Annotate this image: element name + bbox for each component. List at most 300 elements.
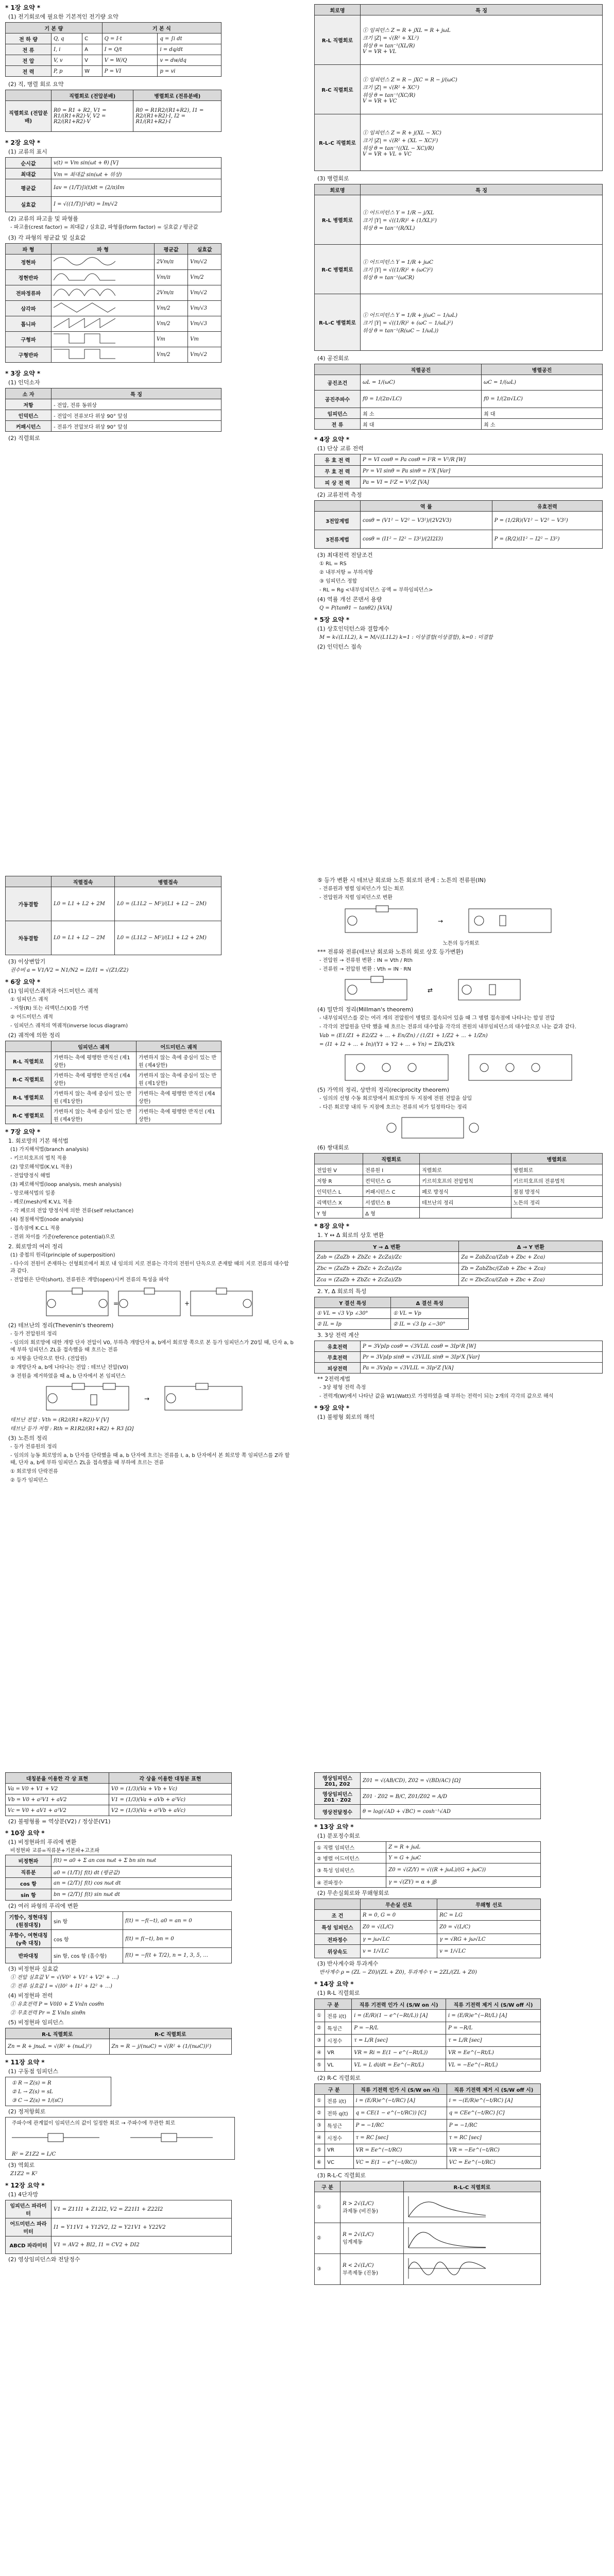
table-cell: Zc = ZbcZca/(Zab + Zbc + Zca) (459, 1275, 603, 1286)
table-row (315, 1319, 469, 1330)
table-header-cell: 직렬접속 (52, 876, 115, 887)
ch8-s2: 2. Y, Δ 회로의 특성 (317, 1288, 367, 1295)
table-cell: 노튼의 정리 (511, 1197, 602, 1208)
table-cell: 3전압계법 (315, 512, 361, 530)
table-cell: v = 1/√LC (361, 1945, 437, 1958)
table-cell: V, v (52, 55, 82, 66)
table-row (6, 33, 221, 44)
table-cell: 정현파 (6, 255, 52, 270)
table-cell: Z0 = √(Z/Y) = √((R + jωL)/(G + jωC)) (386, 1863, 541, 1877)
table-cell: ③ (315, 2120, 325, 2132)
table-row (6, 158, 221, 168)
table-cell: 가변하는 축에 평행한 반직선 (제4상한) (137, 1088, 221, 1106)
table-row (6, 1784, 232, 1794)
table-row (315, 1186, 603, 1197)
table-cell: I = Q/t (102, 44, 158, 55)
table-header-cell: 회로명 (315, 184, 361, 195)
table-row (6, 1889, 232, 1901)
table-row (6, 1948, 232, 1963)
table-header-cell: 직류 기전력 제거 시 (S/W off 시) (446, 1999, 541, 2010)
fourier-table (5, 1855, 232, 1901)
table-cell: 저항 R (315, 1175, 363, 1186)
list-item: - 임의의 회로망에 대한 개방 단자 전압이 V0, 부하측 개방단자 a, b에서 회로망 쪽으로 본 등가 임피던스가 Z0일 때, 단자 a, b에 부하 임피던스 ZL을 접속했을 때 흐르는 전류 (10, 1340, 294, 1353)
rms-voltage: ① 전압 실효값 V = √(V0² + V1² + V2² + …) (10, 1975, 119, 1980)
table-cell: Vm/π (155, 270, 188, 285)
table-row (315, 1789, 541, 1805)
table-cell (52, 255, 155, 270)
table-cell: Vm = 최대값 sin(ωt + 위상) (52, 168, 221, 179)
table-row (6, 887, 221, 921)
table-cell: VR (325, 2144, 353, 2157)
norton-circuit-diagram (340, 903, 577, 939)
ch6-header: * 6장 요약 * (5, 978, 41, 986)
table-cell: R = 2√(L/C) 임계제동 (340, 2223, 404, 2254)
ch4-s2: (2) 교류전력 측정 (317, 492, 362, 498)
table-cell: q = CE(1 − e^(−t/RC)) [C] (353, 2107, 447, 2120)
table-cell: Δ 형 (363, 1208, 420, 1218)
inductance-connection-table (5, 876, 221, 955)
table-row (315, 1921, 541, 1934)
table-row (6, 285, 221, 301)
table-cell: p = vi (158, 66, 221, 77)
y-delta-table (314, 1241, 603, 1286)
millman-formula-1: Vab = (E1/Z1 + E2/Z2 + ... + En/Zn) / (1/Z1 + 1/Z2 + ... + 1/Zn) (319, 1033, 488, 1039)
ch5-s1: (1) 상호인덕턴스와 결합계수 (317, 625, 389, 632)
table-cell: 직렬회로 (전압분배) (6, 101, 52, 132)
constant-resistance-box (5, 2117, 235, 2160)
overdamped-curve-icon (406, 2194, 488, 2219)
table-cell: Zn = R − j/(nωC) = √(R² + (1/(nωC))²) (109, 2039, 232, 2055)
y-delta-property-table (314, 1297, 469, 1330)
table-row (6, 1106, 221, 1124)
table-cell: 가변하는 축에 평행한 반직선 (제4상한) (52, 1070, 137, 1088)
superposition-circuit-diagram (41, 1285, 258, 1321)
norton-label: 노튼의 등가회로 (442, 941, 480, 946)
constant-resistance-diagram (7, 2127, 228, 2148)
table-cell: Iav = (1/T)∫i(t)dt = (2/π)Im (52, 179, 221, 197)
table-row (6, 255, 221, 270)
ch7-s1: 1. 회로망의 기본 해석법 (8, 1138, 69, 1144)
list-item: - 각각의 전압원을 단락 했을 때 흐르는 전류의 대수합을 각각의 전원의 내부임피던스의 대수합으로 나눈 값과 같다. (319, 1024, 576, 1030)
table-cell: f(t) = −f(t + T/2), n = 1, 3, 5, … (123, 1948, 232, 1963)
table-cell: 절점 방정식 (511, 1186, 602, 1197)
table-row (315, 1842, 541, 1853)
table-row (315, 454, 603, 466)
table-cell: 공진주파수 (315, 391, 361, 408)
table-header-cell: 파 형 (52, 244, 155, 255)
table-cell: τ = RC [sec] (447, 2132, 540, 2144)
ch2-s2: (2) 교류의 파고율 및 파형률 (8, 215, 78, 222)
ch8-header: * 8장 요약 * (314, 1223, 350, 1230)
table-row (6, 55, 221, 66)
table-cell: sin 항 (6, 1889, 52, 1901)
table-cell: R0 = R1 + R2, V1 = R1/(R1+R2)·V, V2 = R2/(R1+R2)·V (52, 101, 133, 132)
table-cell: Q, q (52, 33, 82, 44)
table-row (6, 179, 221, 197)
ch10-header: * 10장 요약 * (5, 1829, 45, 1837)
page3-left (5, 1772, 294, 2265)
table-cell: L0 = L1 + L2 + 2M (52, 887, 115, 921)
table-cell: 가변하지 않는 축에 중심이 있는 반원 (제1상한) (137, 1070, 221, 1088)
table-cell: Vm/√3 (188, 301, 221, 316)
table-header-cell: 병렬공진 (482, 364, 603, 375)
table-cell: f0 = 1/(2π√LC) (361, 391, 482, 408)
source-conversion-title: *** 전류와 전류(테브난 회로와 노튼의 회로 상호 등가변환) (317, 948, 464, 955)
list-item: - 폐로(mesh)에 K.V.L 적용 (10, 1199, 73, 1205)
table-cell: P = VI (102, 66, 158, 77)
ch3-s1: (1) 인덕소자 (8, 379, 40, 386)
ch13-s1: (1) 분포정수회로 (317, 1833, 360, 1839)
ch10-s5: (5) 비정현파 임피던스 (8, 2019, 64, 2026)
table-row (315, 2035, 541, 2047)
active-power: ① 유효전력 P = V0I0 + Σ VnIn cosθn (10, 2002, 104, 2007)
table-header-cell: 병렬회로 (511, 1154, 602, 1164)
list-item: - 전력계(W)에서 나타난 값을 W1(Watt)로 가정하였을 때 부하는 전력이 되는 2개의 각각의 값으로 해석 (319, 1394, 554, 1399)
table-cell (420, 1208, 511, 1218)
page1-right (314, 4, 603, 652)
table-header-cell: 특 징 (361, 5, 603, 15)
table-row (315, 1297, 469, 1308)
table-cell: P = −R/L (446, 2022, 541, 2035)
table-cell: i = dq/dt (158, 44, 221, 55)
ch1-s1: (1) 전기회로에 필요한 기본적인 전기량 요약 (8, 13, 118, 20)
table-row (315, 501, 603, 512)
list-item: - 다수의 전원이 존재하는 선형회로에서 회로 내 임의의 지로 전류는 각각의 전원이 단독으로 존재할 때의 지로 전류의 대수합과 같다. (10, 1261, 289, 1274)
table-row (315, 1252, 603, 1263)
table-header-cell: 직류 기전력 제거 시 (S/W off 시) (447, 2084, 540, 2095)
table-cell: 전 하 량 (6, 33, 52, 44)
table-row (6, 1855, 232, 1867)
ch14-s3: (3) R-L-C 직렬회로 (317, 2172, 366, 2179)
ch10-s2: (2) 여러 파형의 푸리에 변환 (8, 1903, 78, 1909)
table-row (315, 1197, 603, 1208)
list-item: - 저항(R) 또는 리액턴스(X)를 가변 (10, 1006, 89, 1011)
ch8-s1: 1. Y ↔ Δ 회로의 상호 변환 (317, 1232, 384, 1239)
table-cell: V (82, 55, 103, 66)
table-header-cell (6, 876, 52, 887)
table-cell: 유효전력 (315, 1341, 361, 1352)
table-row (315, 375, 603, 391)
table-cell: i = (E/R)e^(−t/RC) [A] (353, 2095, 447, 2107)
table-header-cell: 기 본 식 (102, 23, 221, 33)
table-cell: f0 = 1/(2π√LC) (482, 391, 603, 408)
table-cell: an = (2/T)∫ f(t) cos nωt dt (52, 1878, 232, 1889)
table-cell: τ = L/R [sec] (446, 2035, 541, 2047)
ch1-header: * 1장 요약 * (5, 4, 41, 11)
table-row (315, 477, 603, 488)
table-row (315, 2192, 541, 2223)
table-cell: P = (1/2R)(V1² − V2² − V3²) (492, 512, 602, 530)
table-cell: sin 항 (52, 1912, 123, 1930)
ch10-s1: (1) 비정현파의 푸리에 변환 (8, 1839, 77, 1845)
rc-transient-table (314, 2083, 541, 2169)
list-item: ② L → Z(s) = sL (12, 2089, 53, 2095)
table-row (315, 1263, 603, 1275)
table-cell: R = 0, G = 0 (361, 1910, 437, 1921)
table-header-cell: R-L-C 직렬회로 (403, 2181, 540, 2192)
table-cell: R-C 병렬회로 (315, 245, 361, 294)
norton-equiv-title: ⑤ 등가 변환 시 테브난 회로와 노튼 회로의 관계 : 노튼의 전류원(IN) (317, 877, 486, 884)
rlc-transient-table (314, 2181, 541, 2285)
table-cell: C (82, 33, 103, 44)
table-cell: 3전류계법 (315, 530, 361, 549)
list-item: - 접속점에 K.C.L 적용 (10, 1226, 60, 1231)
table-cell (52, 332, 155, 347)
ch4-header: * 4장 요약 * (314, 436, 350, 443)
table-cell: P = 3VpIp cosθ = √3VLIL cosθ = 3Ip²R [W] (361, 1341, 603, 1352)
table-cell (403, 2192, 540, 2223)
table-header-cell (6, 1041, 52, 1052)
table-cell: R-C 직렬회로 (6, 1070, 52, 1088)
table-cell: Zab = (ZaZb + ZbZc + ZcZa)/Zc (315, 1252, 459, 1263)
table-row (6, 1878, 232, 1889)
table-cell: Vm (155, 332, 188, 347)
table-row (315, 1308, 469, 1319)
table-cell: Z01 = √(AB/CD), Z02 = √(BD/AC) [Ω] (361, 1773, 541, 1789)
square-wave-icon (54, 333, 115, 344)
list-item: (2) 망로해석법(K.V.L 적용) (10, 1164, 72, 1170)
ch13-header: * 13장 요약 * (314, 1823, 354, 1831)
table-cell: 전압원 V (315, 1164, 363, 1175)
table-row (315, 294, 603, 351)
table-cell: 2Vm/π (155, 255, 188, 270)
table-cell: V2 = (1/3)(Va + a²Vb + aVc) (109, 1805, 231, 1816)
table-cell: sin 항, cos 항 (홀수항) (52, 1948, 123, 1963)
table-row (6, 332, 221, 347)
table-cell: 임피던스 파라미터 (6, 2200, 52, 2218)
table-cell: Z0 = √(L/C) (361, 1921, 437, 1934)
table-cell: 톱니파 (6, 316, 52, 332)
table-cell: 삼각파 (6, 301, 52, 316)
table-cell: θ = log(√AD + √BC) = cosh⁻¹√AD (361, 1805, 541, 1819)
table-cell: v(t) = Vm sin(ωt + θ) [V] (52, 158, 221, 168)
table-row (315, 1363, 603, 1374)
table-cell: i = (E/R)e^(−Rt/L) [A] (446, 2010, 541, 2022)
table-cell: V1 = (1/3)(Va + aVb + a²Vc) (109, 1794, 231, 1805)
table-row (315, 184, 603, 195)
norton-title: (3) 노튼의 정리 (8, 1435, 47, 1442)
list-item: - 전류원 → 전압원 변환 : Vth = IN · RN (319, 967, 411, 972)
table-cell: i = −(E/R)e^(−t/RC) [A] (447, 2095, 540, 2107)
thevenin-voltage: 테브난 전압 : Vth = (R2/(R1+R2))·V [V] (10, 1417, 109, 1423)
table-row (315, 2095, 541, 2107)
table-cell: Vm/2 (155, 301, 188, 316)
parallel-circuit-title: (3) 병렬회로 (317, 175, 349, 182)
table-cell: 피 상 전 력 (315, 477, 361, 488)
table-row (315, 1352, 603, 1363)
table-row (6, 399, 221, 410)
table-cell: ① 임피던스 Z = R + j(XL − XC) 크기 |Z| = √(R² + (XL − XC)²) 위상 θ = tan⁻¹((XL − XC)/R) V = VR + VL + VC (361, 114, 603, 171)
table-row (315, 1241, 603, 1252)
table-row (315, 1154, 603, 1164)
table-cell: R > 2√(L/C) 과제동 (비진동) (340, 2192, 404, 2223)
series-circuit-table (314, 4, 603, 171)
table-cell: Vc = V0 + aV1 + a²V2 (6, 1805, 109, 1816)
table-row (315, 1899, 541, 1910)
table-header-cell: 역 률 (361, 501, 492, 512)
list-item: ① 저항을 단락으로 한다. (전압원) (10, 1356, 87, 1362)
table-cell: 커패시턴스 (6, 421, 52, 432)
table-row (315, 2059, 541, 2072)
table-cell: 저항 (6, 399, 52, 410)
table-cell: VR = Ee^(−Rt/L) (446, 2047, 541, 2059)
table-row (315, 1945, 541, 1958)
table-row (6, 2028, 232, 2039)
table-cell: V1 = AV2 + BI2, I1 = CV2 + DI2 (52, 2236, 232, 2254)
table-row (315, 2157, 541, 2169)
reflection-formula: 반사계수 ρ = (ZL − Z0)/(ZL + Z0), 투과계수 τ = 2ZL/(ZL + Z0) (319, 1970, 477, 1975)
ch1-s2: (2) 직, 병렬 회로 요약 (8, 81, 64, 88)
ch6-s1: (1) 임피던스궤적과 어드미턴스 궤적 (8, 988, 98, 994)
table-row (315, 512, 603, 530)
two-wattmeter-title: ** 2전력계법 (317, 1376, 350, 1382)
list-item: - 각 폐로의 전압 방정식에 의한 전류(self reluctance) (10, 1208, 134, 1214)
table-row (6, 388, 221, 399)
table-header-cell: R-C 직렬회로 (109, 2028, 232, 2039)
table-cell: 피상전력 (315, 1363, 361, 1374)
table-cell: 가변하지 않는 축에 중심이 있는 반원 (제1상한) (52, 1088, 137, 1106)
table-cell: ① 어드미턴스 Y = 1/R + j(ωC − 1/ωL) 크기 |Y| = √((1/R)² + (ωC − 1/ωL)²) 위상 θ = tan⁻¹(R(ωC − 1/ωL)) (361, 294, 603, 351)
source-conversion-diagram (340, 974, 577, 1005)
table-cell: f(t) = a0 + Σ an cos nωt + Σ bn sin nωt (52, 1855, 232, 1867)
table-row (6, 1912, 232, 1930)
table-cell: L0 = (L1L2 − M²)/(L1 + L2 − 2M) (115, 887, 221, 921)
constant-resistance-note: 주파수에 관계없이 임피던스의 값이 일정한 회로 → 주파수에 무관한 회로 (12, 2121, 176, 2126)
table-cell: 최대값 (6, 168, 52, 179)
table-cell: 최 소 (361, 408, 482, 419)
table-cell: ① 직렬 임피던스 (315, 1842, 386, 1853)
table-row (315, 2120, 541, 2132)
table-cell: VL (325, 2059, 352, 2072)
table-cell: 직렬회로 (420, 1164, 511, 1175)
table-row (315, 530, 603, 549)
waveform-table (5, 243, 221, 363)
table-row (315, 408, 603, 419)
table-header-cell: 병렬접속 (115, 876, 221, 887)
ch13-s2: (2) 무손실회로와 무왜형회로 (317, 1890, 389, 1896)
table-cell: Vm/√2 (188, 285, 221, 301)
list-item: ② 어드미턴스 궤적 (10, 1014, 53, 1020)
table-cell: RC = LG (437, 1910, 541, 1921)
ch5-header: * 5장 요약 * (314, 616, 350, 623)
rms-current: ② 전류 실효값 I = √(I0² + I1² + I2² + …) (10, 1984, 112, 1989)
ch12-s2: (2) 영상임피던스와 전달정수 (8, 2256, 80, 2263)
table-cell: 공진조건 (315, 375, 361, 391)
ch13-s3: (3) 반사계수와 투과계수 (317, 1960, 379, 1967)
list-item: ② 개방단자 a, b에 나타나는 전압 : 테브난 전압(V0) (10, 1365, 128, 1370)
table-cell: Q = I·t (102, 33, 158, 44)
table-cell: 가변하지 않는 축에 중심이 있는 반원 (제4상한) (52, 1106, 137, 1124)
table-row (6, 876, 221, 887)
ch7-header: * 7장 요약 * (5, 1128, 41, 1136)
table-header-cell: 무왜형 선로 (437, 1899, 541, 1910)
table-cell: R-L 병렬회로 (315, 195, 361, 245)
table-row (315, 1999, 541, 2010)
resonance-table (314, 364, 603, 430)
table-cell: Vb = V0 + a²V1 + aV2 (6, 1794, 109, 1805)
table-cell: ③ 특성 임피던스 (315, 1863, 386, 1877)
table-cell: 전 류 (315, 419, 361, 430)
ch7-s2: 2. 회로망의 여러 정리 (8, 1243, 63, 1250)
ch4-s3: (3) 최대전력 전달조건 (317, 552, 373, 558)
list-item: (1) 가지해석법(branch analysis) (10, 1147, 89, 1153)
table-row (315, 2047, 541, 2059)
table-header-cell: 직류 기전력 인가 시 (S/W on 시) (353, 2084, 447, 2095)
table-cell: 반파대칭 (6, 1948, 52, 1963)
list-item: - 다른 회로망 내의 두 지점에 흐르는 전류의 비가 일정하다는 정리 (319, 1105, 467, 1110)
table-cell: VC = Ee^(−t/RC) (447, 2157, 540, 2169)
ch2-s1: (1) 교류의 표시 (8, 148, 47, 155)
table-cell: v = dw/dq (158, 55, 221, 66)
table-cell: Zb = ZabZbc/(Zab + Zbc + Zca) (459, 1263, 603, 1275)
table-cell: VC = E(1 − e^(−t/RC)) (353, 2157, 447, 2169)
table-row (315, 2254, 541, 2285)
table-cell: ② (315, 2022, 325, 2035)
table-cell: Za = ZabZca/(Zab + Zbc + Zca) (459, 1252, 603, 1263)
table-cell: cosθ = (I1² − I2² − I3²)/(2I2I3) (361, 530, 492, 549)
table-row (315, 1341, 603, 1352)
four-port-table (5, 2200, 232, 2254)
table-cell: 키르히호프의 전압법칙 (420, 1175, 511, 1186)
image-impedance-table (314, 1772, 541, 1819)
half-wave-icon (54, 271, 115, 282)
table-cell: R-L-C 직렬회로 (315, 114, 361, 171)
table-cell: V = W/Q (102, 55, 158, 66)
table-cell: ① (315, 2192, 340, 2223)
resonance-title: (4) 공진회로 (317, 355, 349, 362)
svg-text:+: + (184, 1300, 190, 1307)
table-cell: 무 효 전 력 (315, 466, 361, 477)
table-header-cell: 특 징 (361, 184, 603, 195)
table-cell (511, 1208, 602, 1218)
table-cell: Y = G + jωC (386, 1853, 541, 1863)
page1-left (5, 4, 294, 444)
series-parallel-table (5, 90, 221, 132)
table-cell: ⑤ (315, 2144, 325, 2157)
sine-wave-icon (54, 256, 115, 267)
table-header-cell: 특 징 (52, 388, 221, 399)
sawtooth-wave-icon (54, 317, 115, 329)
table-row (6, 66, 221, 77)
table-row (6, 1773, 232, 1784)
list-item: ① RL = RS (319, 561, 347, 567)
table-row (6, 1070, 221, 1088)
ch3-s2: (2) 직렬회로 (8, 435, 40, 442)
table-cell: ② (315, 2223, 340, 2254)
table-cell: R-C 병렬회로 (6, 1106, 52, 1124)
table-cell: 2Vm/π (155, 285, 188, 301)
table-row (6, 90, 221, 101)
millman-circuit-diagram (340, 1049, 577, 1086)
table-cell: 전류 i(t) (325, 2010, 352, 2022)
table-cell: Pr = VI sinθ = Pa sinθ = I²X [Var] (361, 466, 603, 477)
table-header-cell (340, 2181, 404, 2192)
table-cell: W (82, 66, 103, 77)
lossless-table (314, 1899, 541, 1958)
table-cell: VL = L di/dt = Ee^(−Rt/L) (352, 2059, 446, 2072)
page3-right (314, 1772, 603, 2285)
table-row (315, 245, 603, 294)
dual-circuit-title: (6) 쌍대회로 (317, 1144, 349, 1151)
table-header-cell: 직렬회로 (363, 1154, 420, 1164)
table-row (6, 1867, 232, 1878)
table-cell: 가변하는 축에 평행한 반직선 (제1상한) (52, 1052, 137, 1070)
table-cell: 어드미턴스 파라미터 (6, 2218, 52, 2236)
thevenin-circuit-diagram (41, 1381, 258, 1415)
list-item: ① R → Z(s) = R (12, 2080, 52, 2086)
table-cell: V0 = (1/3)(Va + Vb + Vc) (109, 1784, 231, 1794)
table-header-cell: 구 분 (315, 2181, 340, 2192)
